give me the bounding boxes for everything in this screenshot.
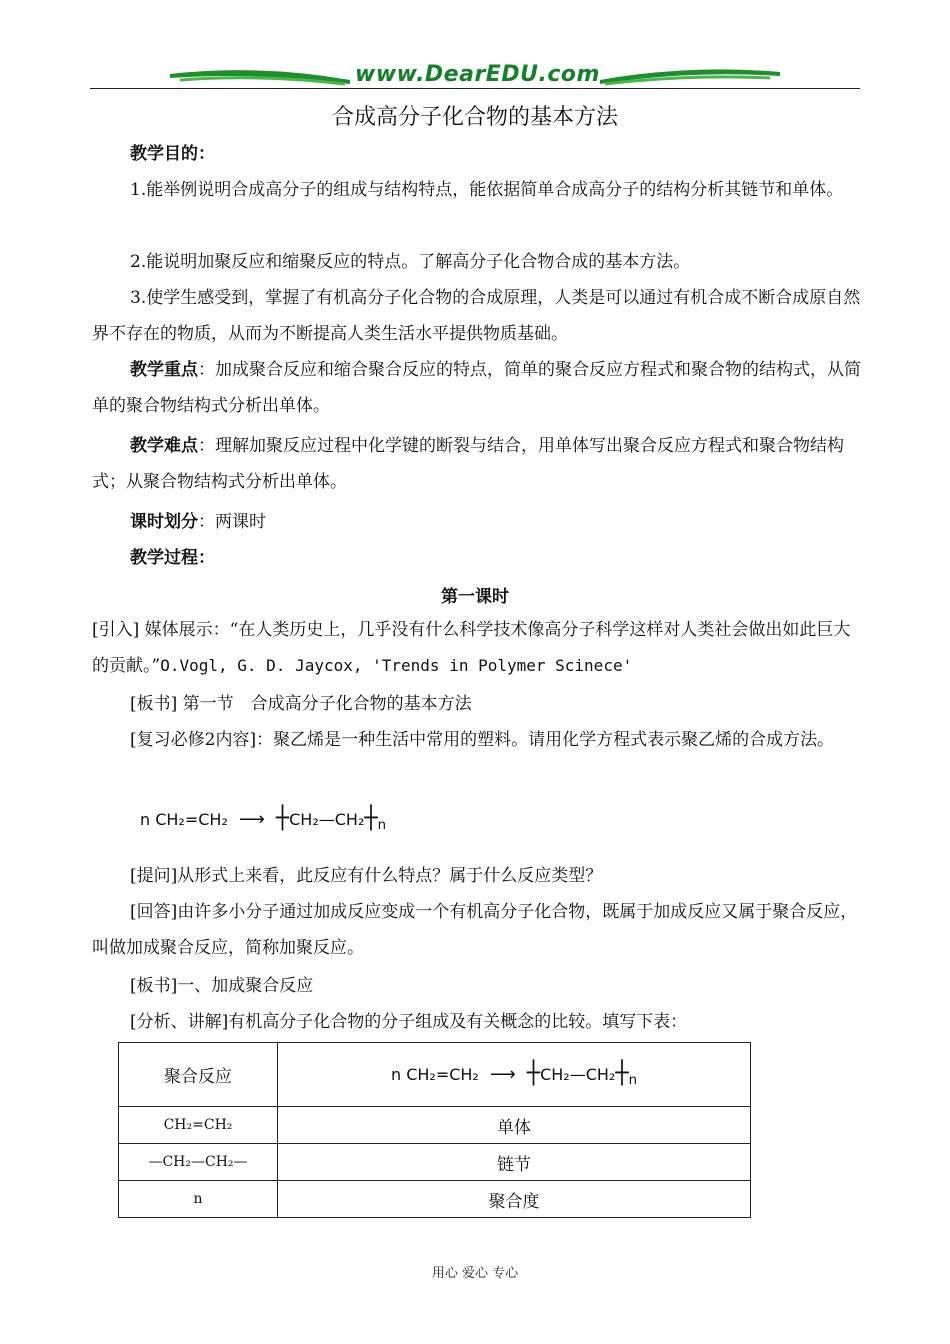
table-concept: 聚合度: [278, 1181, 751, 1218]
difficulties-text: ：理解加聚反应过程中化学键的断裂与结合，用单体写出聚合反应方程式和聚合物结构式；从聚合物结构式分析出单体。: [92, 436, 844, 492]
equation-arrow: ⟶: [238, 809, 265, 830]
header-rule: [90, 88, 860, 89]
equation-lhs: n CH₂=CH₂: [140, 810, 228, 829]
lesson-heading: 第一课时: [441, 587, 509, 607]
table-equation-lhs: n CH₂=CH₂: [390, 1064, 479, 1084]
key-points-text: ：加成聚合反应和缩合聚合反应的特点，简单的聚合反应方程式和聚合物的结构式，从简单的聚合物结构式分析出单体。: [92, 360, 861, 416]
intro-paragraph: [92, 612, 862, 684]
board-title-2: [板书]一、加成聚合反应: [130, 976, 314, 996]
schedule-label: 课时划分: [130, 512, 198, 532]
table-equation-arrow: ⟶: [489, 1063, 516, 1085]
table-equation-repeat: CH₂—CH₂: [540, 1064, 616, 1084]
objectives-heading: 教学目的：: [130, 144, 215, 164]
table-formula: n: [119, 1181, 278, 1218]
page-title: 合成高分子化合物的基本方法: [331, 105, 618, 130]
objective-1: 1.能举例说明合成高分子的组成与结构特点，能依据简单合成高分子的结构分析其链节和单体。: [130, 180, 844, 200]
schedule: [92, 504, 862, 540]
table-formula: CH₂=CH₂: [119, 1107, 278, 1144]
header-site-name: www.DearEDU.com: [355, 62, 600, 87]
objective-3: 3.使学生感受到，掌握了有机高分子化合物的合成原理，人类是可以通过有机合成不断合成原自然界不存在的物质，从而为不断提高人类生活水平提供物质基础。: [92, 288, 861, 344]
equation-subscript: n: [377, 818, 387, 834]
key-points: [92, 352, 862, 424]
difficulties: [92, 428, 862, 500]
table-header-label: 聚合反应: [119, 1043, 278, 1107]
comparison-table: [118, 1042, 751, 1218]
difficulties-label: 教学难点: [130, 436, 198, 456]
table-equation-cell: [278, 1043, 751, 1107]
page-footer: 用心 爱心 专心: [431, 1266, 519, 1281]
table-row: [119, 1043, 751, 1107]
table-row: [119, 1107, 751, 1144]
table-equation: n CH₂=CH₂ ⟶ $┼CH_2—CH_2┼_n$: [390, 1060, 638, 1089]
objective-2: 2.能说明加聚反应和缩聚反应的特点。了解高分子化合物合成的基本方法。: [130, 252, 691, 272]
table-concept: 链节: [278, 1144, 751, 1181]
review-prompt: [复习必修2内容]：聚乙烯是一种生活中常用的塑料。请用化学方程式表示聚乙烯的合成方法。: [130, 730, 835, 750]
process-heading: 教学过程：: [130, 548, 215, 568]
table-concept: 单体: [278, 1107, 751, 1144]
analysis-prompt: [分析、讲解]有机高分子化合物的分子组成及有关概念的比较。填写下表：: [130, 1012, 688, 1032]
equation-repeat-unit: CH₂—CH₂: [289, 810, 365, 829]
polymerization-equation: n CH₂=CH₂ ⟶ $┼CH_2—CH_2┼_n$: [140, 806, 387, 834]
key-points-label: 教学重点: [130, 360, 198, 380]
table-row: [119, 1144, 751, 1181]
table-equation-subscript: n: [628, 1073, 638, 1089]
answer: [回答]由许多小分子通过加成反应变成一个有机高分子化合物，既属于加成反应又属于聚合反应，叫做加成聚合反应，简称加聚反应。: [92, 902, 858, 958]
table-formula: —CH₂—CH₂—: [119, 1144, 278, 1181]
intro-text: [引入] 媒体展示：“在人类历史上，几乎没有什么科学技术像高分子科学这样对人类社会做出如此巨大的贡献。”: [92, 620, 851, 676]
board-title-1: [板书] 第一节 合成高分子化合物的基本方法: [130, 694, 472, 714]
intro-citation: O.Vogl, G. D. Jaycox, 'Trends in Polymer Scinece': [160, 656, 633, 675]
question: [提问]从形式上来看，此反应有什么特点？属于什么反应类型？: [130, 866, 603, 886]
schedule-text: ：两课时: [198, 512, 266, 532]
table-row: [119, 1181, 751, 1218]
